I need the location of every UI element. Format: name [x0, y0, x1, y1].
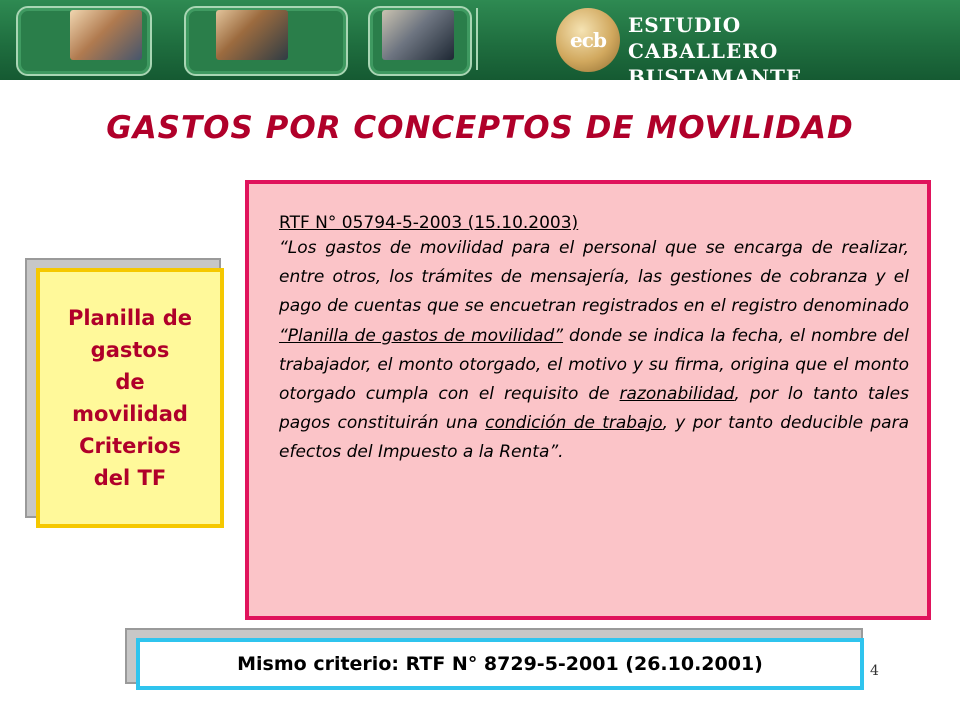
header-photo-1 [70, 10, 142, 60]
criteria-text: Mismo criterio: RTF N° 8729-5-2001 (26.10.2001) [237, 653, 763, 675]
ruling-heading: RTF N° 05794-5-2003 (15.10.2003) [279, 213, 579, 233]
logo-text: ecb [570, 28, 606, 52]
quote-underlined-3: condición de trabajo [485, 413, 663, 434]
side-box-line: Criterios [79, 434, 181, 458]
header-divider [476, 8, 478, 70]
header-banner [0, 0, 960, 89]
side-box-line: gastos [90, 338, 170, 362]
quote-underlined-1: “Planilla de gastos de movilidad” [279, 325, 564, 346]
header-photo-2 [216, 10, 288, 60]
header-photo-3 [382, 10, 454, 60]
slide-title: GASTOS POR CONCEPTOS DE MOVILIDAD [106, 110, 854, 146]
quote-text-3: , por lo tanto tales pagos constituirán una [279, 384, 909, 434]
quote-text-2: donde se indica la fecha, el nombre del trabajador, el monto otorgado, el motivo y su firma, origina que el monto otorgado cumpla con el requisito de [279, 325, 909, 405]
quote-text-4: , y por tanto deducible para efectos del Impuesto a la Renta”. [279, 413, 910, 463]
side-box-line: Planilla de [67, 306, 193, 330]
ruling-box [245, 180, 931, 620]
quote-underlined-2: razonabilidad [619, 384, 735, 405]
page-number: 4 [870, 663, 879, 679]
brand-name [628, 12, 960, 90]
brand-line-1: ESTUDIO [628, 13, 742, 37]
quote-text-1: “Los gastos de movilidad para el personal que se encarga de realizar, entre otros, los trámites de mensajería, las gestiones de cobranza y el pago de cuentas que se encuetran registrados en el registro denominado [279, 238, 909, 317]
side-box-line: del TF [93, 466, 167, 490]
side-box-line: movilidad [72, 402, 188, 426]
side-box-line: de [115, 370, 145, 394]
criteria-box [136, 638, 864, 690]
ruling-quote [279, 234, 909, 468]
ecb-logo [556, 8, 620, 72]
ruling-content [279, 212, 909, 468]
side-box [36, 268, 224, 528]
brand-line-2: CABALLERO BUSTAMANTE [628, 39, 803, 89]
